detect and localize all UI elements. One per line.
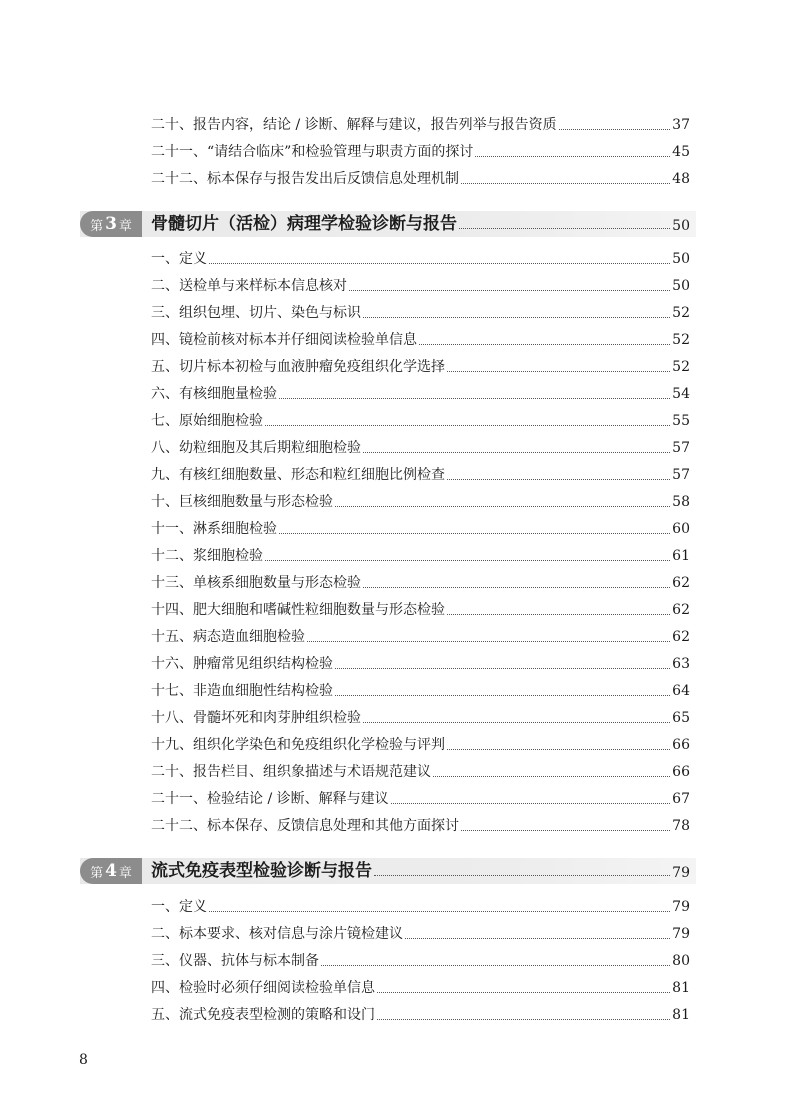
chapter-badge-number: 3: [105, 214, 117, 234]
toc-entry-title: 十三、单核系细胞数量与形态检验: [151, 575, 361, 591]
dot-leader: [321, 965, 670, 966]
dot-leader: [335, 695, 670, 696]
toc-entry-page: 55: [672, 413, 690, 429]
toc-entry-page: 57: [672, 440, 690, 456]
toc-entry-page: 57: [672, 467, 690, 483]
toc-entry-title: 四、镜检前核对标本并仔细阅读检验单信息: [151, 332, 417, 348]
toc-entry-page: 62: [672, 575, 690, 591]
toc-entry-page: 78: [672, 818, 690, 834]
toc-entry[interactable]: [151, 246, 690, 268]
toc-entry[interactable]: [151, 408, 690, 430]
dot-leader: [349, 290, 670, 291]
toc-entry[interactable]: [151, 354, 690, 376]
toc-entry-title: 十五、病态造血细胞检验: [151, 629, 305, 645]
toc-entry-page: 61: [672, 548, 690, 564]
toc-entry-page: 52: [672, 305, 690, 321]
toc-entry-page: 50: [672, 278, 690, 294]
toc-entry[interactable]: [151, 624, 690, 646]
dot-leader: [363, 452, 670, 453]
toc-entry-page: 63: [672, 656, 690, 672]
chapter-badge-suffix: 章: [118, 865, 132, 881]
chapter-title: 流式免疫表型检验诊断与报告: [151, 861, 372, 881]
toc-entry[interactable]: [151, 543, 690, 565]
dot-leader: [405, 938, 670, 939]
toc-entry-page: 79: [672, 899, 690, 915]
toc-entry[interactable]: [151, 732, 690, 754]
toc-entry-page: 54: [672, 386, 690, 402]
toc-entry[interactable]: [151, 705, 690, 727]
toc-entry[interactable]: [151, 1002, 690, 1024]
toc-entry-title: 二、送检单与来样标本信息核对: [151, 278, 347, 294]
dot-leader: [475, 156, 670, 157]
toc-entry-page: 79: [672, 926, 690, 942]
toc-entry-page: 65: [672, 710, 690, 726]
toc-entry-page: 81: [672, 1007, 690, 1023]
toc-entry-page: 66: [672, 737, 690, 753]
toc-entry-title: 五、流式免疫表型检测的策略和设门: [151, 1007, 375, 1023]
toc-entry-page: 62: [672, 629, 690, 645]
toc-entry-page: 60: [672, 521, 690, 537]
toc-entry-title: 六、有核细胞量检验: [151, 386, 277, 402]
toc-entry[interactable]: [151, 921, 690, 943]
page-number: 8: [79, 1052, 88, 1068]
dot-leader: [447, 614, 670, 615]
toc-entry[interactable]: [151, 139, 690, 161]
toc-entry-page: 66: [672, 764, 690, 780]
chapter-badge-prefix: 第: [90, 865, 104, 881]
chapter-page: 50: [672, 218, 690, 234]
toc-entry-title: 二十二、标本保存与报告发出后反馈信息处理机制: [151, 171, 459, 187]
dot-leader: [459, 228, 670, 229]
toc-entry-title: 十四、肥大细胞和嗜碱性粒细胞数量与形态检验: [151, 602, 445, 618]
dot-leader: [377, 992, 670, 993]
chapter-badge: [80, 858, 142, 884]
toc-entry-page: 81: [672, 980, 690, 996]
dot-leader: [363, 317, 670, 318]
dot-leader: [461, 183, 670, 184]
toc-entry[interactable]: [151, 813, 690, 835]
toc-entry-title: 十六、肿瘤常见组织结构检验: [151, 656, 333, 672]
dot-leader: [307, 641, 670, 642]
dot-leader: [265, 560, 670, 561]
toc-entry[interactable]: [151, 894, 690, 916]
toc-entry-title: 七、原始细胞检验: [151, 413, 263, 429]
toc-entry[interactable]: [151, 462, 690, 484]
toc-entry-title: 八、幼粒细胞及其后期粒细胞检验: [151, 440, 361, 456]
toc-entry[interactable]: [151, 300, 690, 322]
toc-entry[interactable]: [151, 786, 690, 808]
toc-entry[interactable]: [151, 273, 690, 295]
toc-entry[interactable]: [151, 327, 690, 349]
toc-entry[interactable]: [151, 759, 690, 781]
toc-entry[interactable]: [151, 489, 690, 511]
toc-entry[interactable]: [151, 435, 690, 457]
toc-entry-title: 十八、骨髓坏死和肉芽肿组织检验: [151, 710, 361, 726]
toc-entry-title: 二十、报告栏目、组织象描述与术语规范建议: [151, 764, 431, 780]
toc-entry-page: 45: [672, 144, 690, 160]
toc-entry[interactable]: [151, 516, 690, 538]
toc-entry[interactable]: [151, 381, 690, 403]
chapter-title: 骨髓切片（活检）病理学检验诊断与报告: [151, 214, 457, 234]
toc-entry-title: 一、定义: [151, 251, 207, 267]
toc-entry-page: 62: [672, 602, 690, 618]
toc-entry[interactable]: [151, 948, 690, 970]
toc-entry-title: 十一、淋系细胞检验: [151, 521, 277, 537]
dot-leader: [377, 1019, 670, 1020]
toc-entry-title: 二、标本要求、核对信息与涂片镜检建议: [151, 926, 403, 942]
toc-entry-page: 37: [672, 117, 690, 133]
dot-leader: [447, 371, 670, 372]
dot-leader: [461, 830, 670, 831]
toc-entry[interactable]: [151, 570, 690, 592]
toc-entry-title: 二十、报告内容，结论 / 诊断、解释与建议，报告列举与报告资质: [151, 117, 557, 133]
toc-entry-page: 64: [672, 683, 690, 699]
toc-entry-page: 50: [672, 251, 690, 267]
toc-entry-title: 九、有核红细胞数量、形态和粒红细胞比例检查: [151, 467, 445, 483]
dot-leader: [419, 344, 670, 345]
chapter-badge-number: 4: [105, 861, 117, 881]
toc-entry-title: 二十二、标本保存、反馈信息处理和其他方面探讨: [151, 818, 459, 834]
toc-entry[interactable]: [151, 112, 690, 134]
toc-entry-page: 48: [672, 171, 690, 187]
dot-leader: [209, 263, 670, 264]
toc-entry-title: 三、组织包埋、切片、染色与标识: [151, 305, 361, 321]
toc-entry-title: 十七、非造血细胞性结构检验: [151, 683, 333, 699]
dot-leader: [265, 425, 670, 426]
dot-leader: [391, 803, 670, 804]
toc-entry-title: 一、定义: [151, 899, 207, 915]
dot-leader: [433, 776, 670, 777]
chapter-heading-4[interactable]: [80, 858, 696, 884]
toc-entry[interactable]: [151, 597, 690, 619]
chapter-badge-suffix: 章: [118, 218, 132, 234]
dot-leader: [279, 533, 670, 534]
dot-leader: [374, 875, 670, 876]
dot-leader: [279, 398, 670, 399]
toc-entry-page: 80: [672, 953, 690, 969]
toc-entry-page: 52: [672, 359, 690, 375]
toc-entry-title: 四、检验时必须仔细阅读检验单信息: [151, 980, 375, 996]
dot-leader: [559, 129, 670, 130]
toc-entry[interactable]: [151, 166, 690, 188]
toc-entry[interactable]: [151, 651, 690, 673]
dot-leader: [335, 668, 670, 669]
chapter-heading-3[interactable]: [80, 211, 696, 237]
toc-entry-title: 十二、浆细胞检验: [151, 548, 263, 564]
toc-entry-title: 五、切片标本初检与血液肿瘤免疫组织化学选择: [151, 359, 445, 375]
toc-entry-title: 二十一、检验结论 / 诊断、解释与建议: [151, 791, 389, 807]
dot-leader: [363, 587, 670, 588]
dot-leader: [363, 722, 670, 723]
chapter-badge: [80, 211, 142, 237]
chapter-page: 79: [672, 865, 690, 881]
dot-leader: [447, 479, 670, 480]
toc-entry-title: 十、巨核细胞数量与形态检验: [151, 494, 333, 510]
dot-leader: [209, 911, 670, 912]
toc-entry-page: 58: [672, 494, 690, 510]
toc-entry-title: 二十一、“请结合临床”和检验管理与职责方面的探讨: [151, 144, 474, 160]
toc-entry-title: 十九、组织化学染色和免疫组织化学检验与评判: [151, 737, 445, 753]
dot-leader: [447, 749, 670, 750]
toc-entry-page: 67: [672, 791, 690, 807]
toc-entry[interactable]: [151, 678, 690, 700]
dot-leader: [335, 506, 670, 507]
toc-entry-title: 三、仪器、抗体与标本制备: [151, 953, 319, 969]
chapter-badge-prefix: 第: [90, 218, 104, 234]
toc-entry[interactable]: [151, 975, 690, 997]
toc-entry-page: 52: [672, 332, 690, 348]
